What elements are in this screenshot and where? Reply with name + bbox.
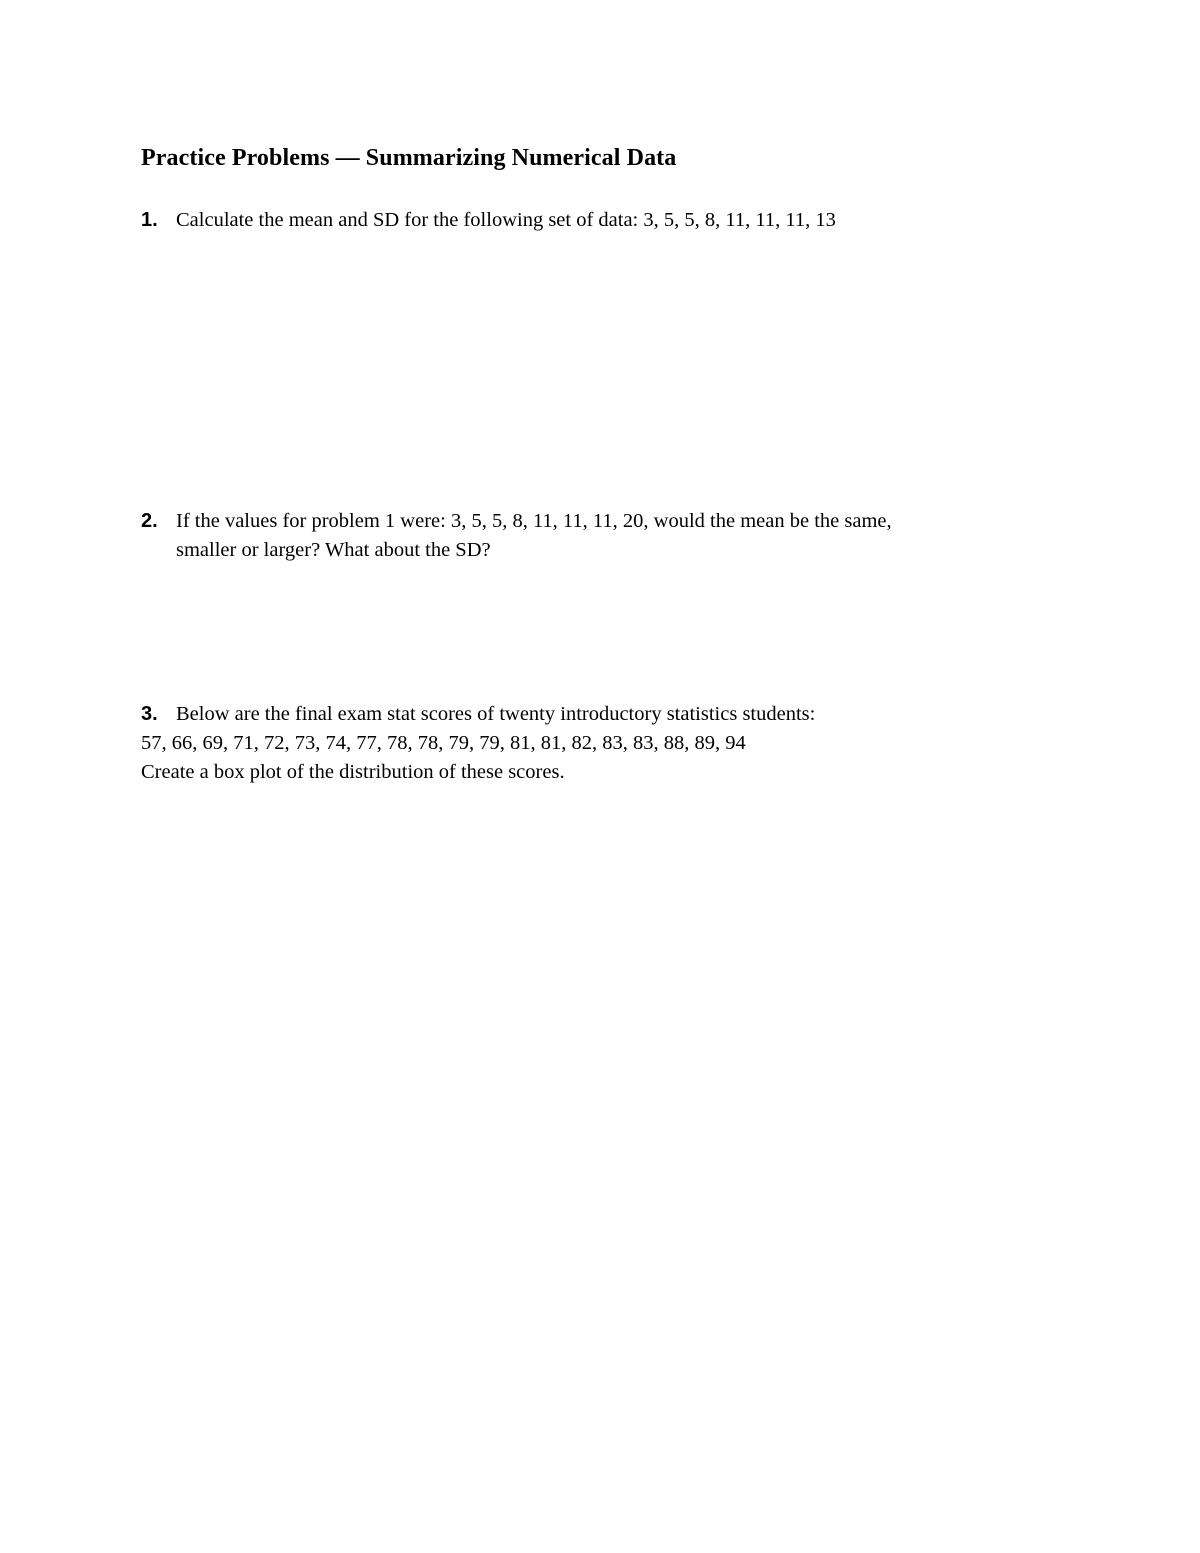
page-title: Practice Problems — Summarizing Numerical Data <box>141 145 677 171</box>
problem-2 <box>141 507 892 565</box>
problem-1 <box>141 206 836 235</box>
problem-1-text: Calculate the mean and SD for the following set of data: 3, 5, 5, 8, 11, 11, 11, 13 <box>176 209 836 231</box>
problem-3-instruction: Create a box plot of the distribution of these scores. <box>141 761 565 783</box>
problem-2-text: If the values for problem 1 were: 3, 5, 5, 8, 11, 11, 11, 20, would the mean be the same, <box>176 510 892 532</box>
problem-2-number: 2. <box>141 510 158 532</box>
problem-1-line-1 <box>141 206 836 235</box>
problem-3 <box>141 700 815 787</box>
problem-3-scores: 57, 66, 69, 71, 72, 73, 74, 77, 78, 78, 79, 79, 81, 81, 82, 83, 83, 88, 89, 94 <box>141 732 746 754</box>
problem-3-line-1 <box>141 700 815 729</box>
problem-3-number: 3. <box>141 703 158 725</box>
problem-2-line-1 <box>141 507 892 536</box>
problem-1-number: 1. <box>141 209 158 231</box>
problem-2-line-2: smaller or larger? What about the SD? <box>176 539 491 561</box>
problem-3-text: Below are the final exam stat scores of twenty introductory statistics students: <box>176 703 816 725</box>
